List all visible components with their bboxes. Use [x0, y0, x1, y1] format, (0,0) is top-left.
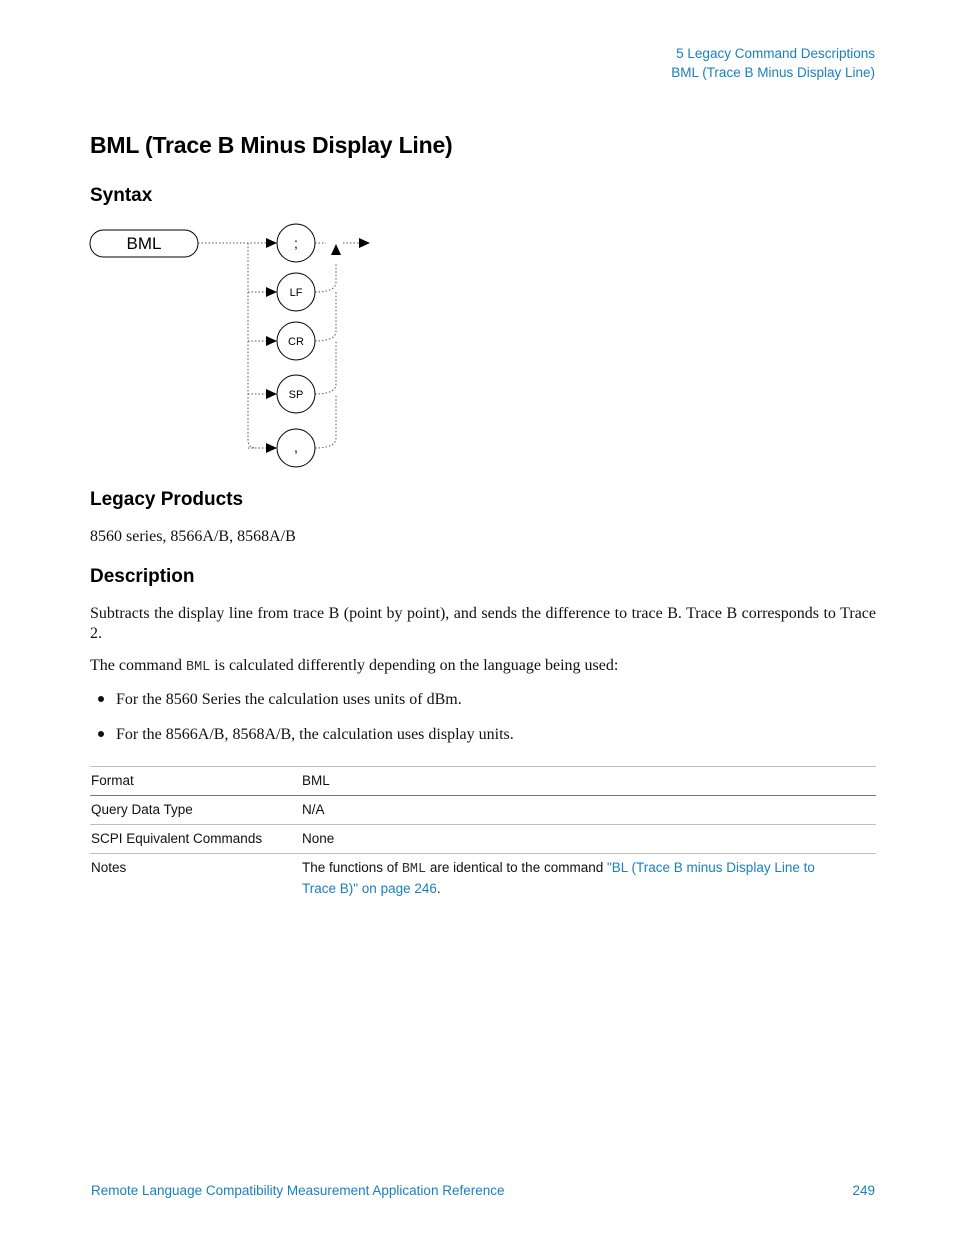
- syntax-diagram: [88, 222, 378, 472]
- table-cell-label: Format: [91, 773, 134, 788]
- header-chapter: 5 Legacy Command Descriptions: [676, 46, 875, 61]
- list-item: For the 8566A/B, 8568A/B, the calculation uses display units.: [90, 725, 870, 745]
- inline-code: BML: [185, 660, 211, 675]
- table-row: [90, 825, 876, 854]
- table-cell-value: BML: [302, 773, 330, 788]
- list-item: For the 8560 Series the calculation uses units of dBm.: [90, 690, 870, 710]
- legacy-products-heading: Legacy Products: [90, 489, 244, 510]
- table-cell-notes: The functions of BML are identical to the command "BL (Trace B minus Display Line to Trace B)" on page 246.: [302, 860, 815, 896]
- legacy-products-text: 8560 series, 8566A/B, 8568A/B: [90, 528, 296, 545]
- terminator-label: LF: [289, 287, 303, 299]
- running-header: [671, 44, 875, 82]
- description-heading: Description: [90, 566, 195, 587]
- description-paragraph-2: The command BML is calculated differently depending on the language being used:: [90, 657, 619, 675]
- table-cell-label: Query Data Type: [91, 802, 193, 817]
- description-paragraph: Subtracts the display line from trace B (point by point), and sends the difference to trace B. Trace B corresponds to Trace 2.: [90, 605, 876, 642]
- command-label: BML: [126, 234, 162, 253]
- page-number: 249: [852, 1183, 875, 1198]
- cross-reference-link[interactable]: "BL (Trace B minus Display Line to Trace B)" on page 246: [302, 860, 815, 896]
- table-cell-label: SCPI Equivalent Commands: [91, 831, 263, 846]
- terminator-label: CR: [288, 336, 304, 348]
- table-row: [90, 796, 876, 825]
- inline-code: BML: [401, 862, 427, 877]
- page-title: BML (Trace B Minus Display Line): [90, 132, 453, 158]
- footer-title: Remote Language Compatibility Measurement Application Reference: [91, 1183, 505, 1198]
- command-info-table: [90, 766, 876, 903]
- terminator-label: ,: [294, 439, 298, 455]
- table-cell-label: Notes: [91, 860, 127, 875]
- table-row: [90, 767, 876, 796]
- table-cell-value: None: [302, 831, 335, 846]
- terminator-label: SP: [288, 389, 304, 401]
- syntax-heading: Syntax: [90, 185, 153, 206]
- terminator-label: ;: [294, 235, 298, 251]
- header-section: BML (Trace B Minus Display Line): [671, 65, 875, 80]
- table-cell-value: N/A: [302, 802, 325, 817]
- table-row: [90, 854, 876, 904]
- bullet-icon: [98, 731, 104, 737]
- bullet-icon: [98, 696, 104, 702]
